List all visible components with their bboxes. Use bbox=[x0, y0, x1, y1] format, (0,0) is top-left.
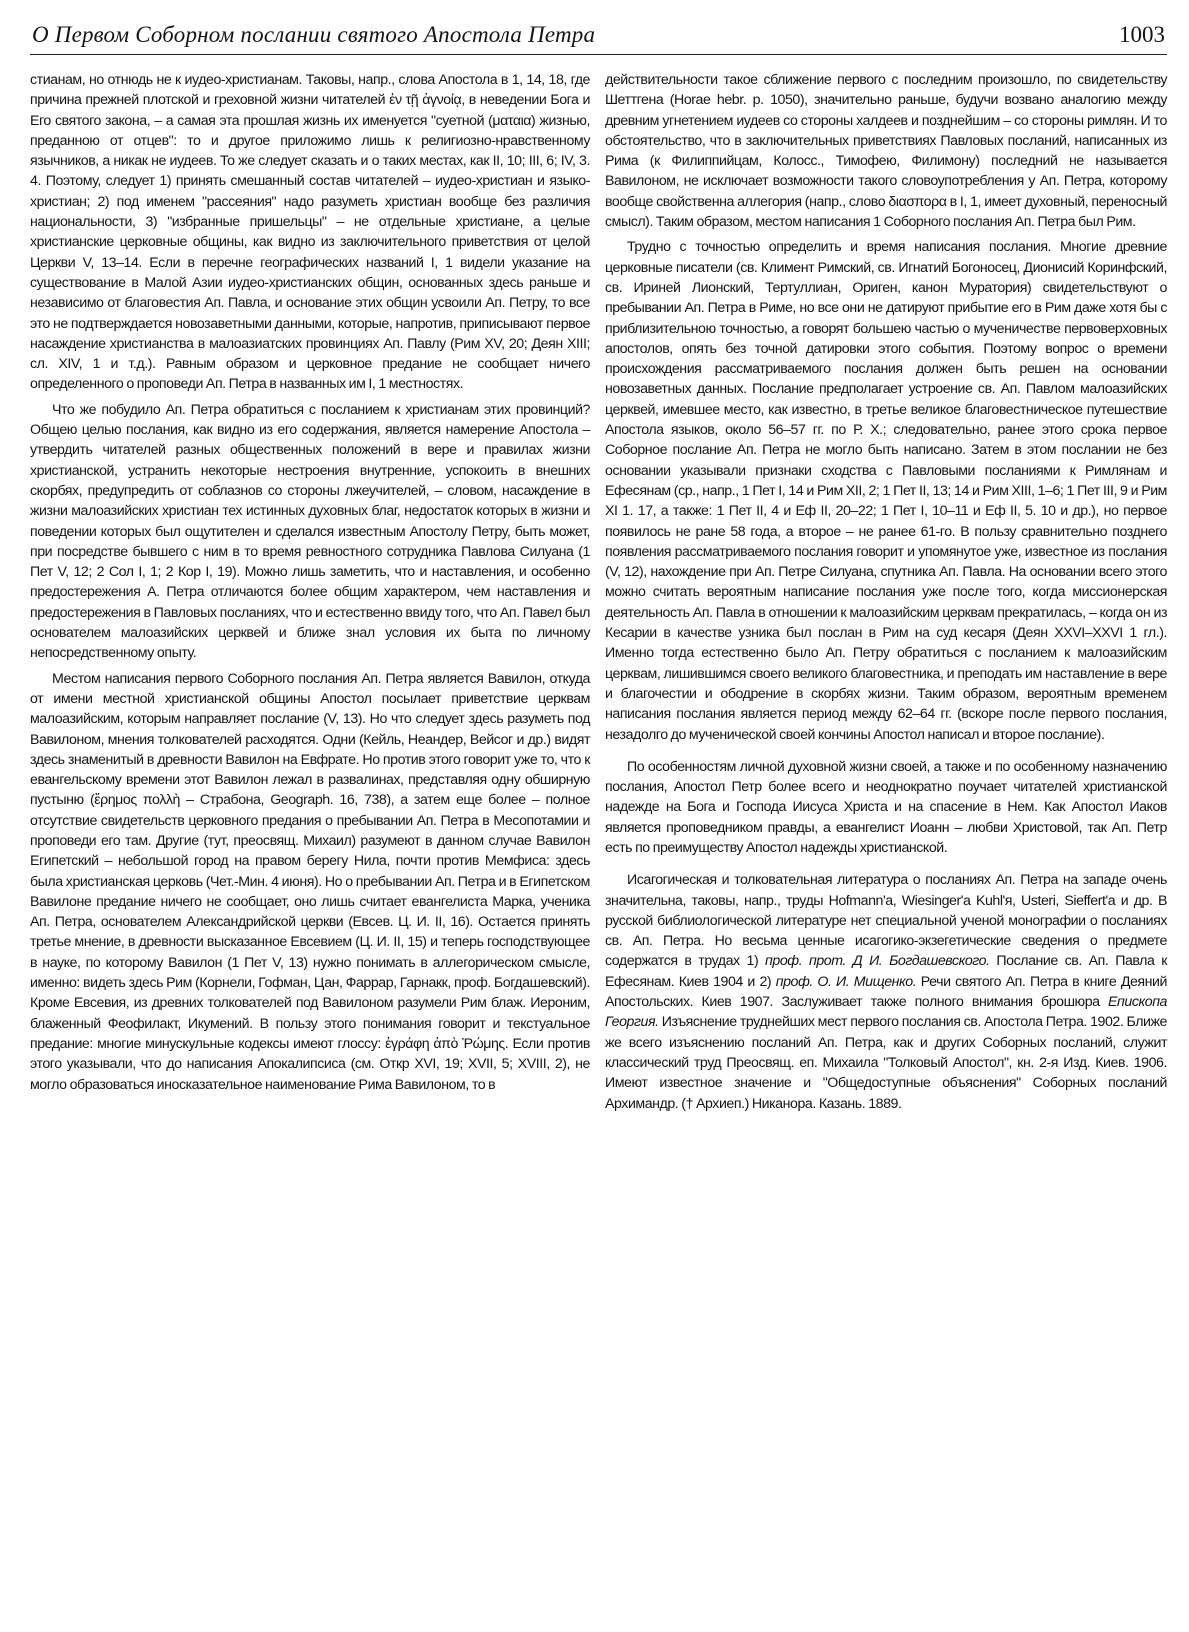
running-header bbox=[30, 22, 1167, 55]
left-paragraph-2: Что же побудило Ап. Петра обратиться с посланием к христианам этих провинций? Общею целью послания, как видно из его содержания, является намерение Апостола – утвердить читателей разных общественных положений в вере и правилах жизни христианской, устранить некоторые нестроения внутренние, успокоить в внешних скорбях, предупредить от соблазнов со стороны лжеучителей, – словом, насаждение в жизни малоазийских христиан тех истинных духовных благ, недостаток которых в жизни и поведении которых был ощутителен и сделался известным Апостолу Петру, быть может, при посредстве бывшего с ним в то время ревностного сотрудника Павлова Силуана (1 Пет V, 12; 2 Сол I, 1; 2 Кор I, 19). Можно лишь заметить, что и наставления, и особенно предостережения А. Петра отличаются более общим характером, чем наставления и предостережения в Павловых посланиях, что и естественно ввиду того, что Ап. Павел был основателем малоазийских церквей и ближе знал условия их быта по личному непосредственному опыту. bbox=[30, 401, 590, 662]
running-title: О Первом Соборном послании святого Апостола Петра bbox=[32, 22, 596, 47]
right-paragraph-1: действительности такое сближение первого с последним произошло, по свидетельству Шеттгена (Horae hebr. p. 1050), значительно раньше, будучи возвано аналогию между древним угнетением иудеев со стороны халдеев и позднейшим – со стороны римлян. И то обстоятельство, что в заключительных приветствиях Павловых посланий, написанных из Рима (к Филиппийцам, Колосс., Тимофею, Филимону) последний не называется Вавилоном, не исключает возможности такого словоупотребления у Ап. Петра, которому вообще свойственна аллегория (напр., слово διασπορα в I, 1, имеет духовный, переносный смысл). Таким образом, местом написания 1 Соборного послания Ап. Петра был Рим. bbox=[605, 72, 1167, 231]
author-georgy: Епископа Георгия. bbox=[605, 994, 1167, 1031]
literature-text-2: Послание св. Ап. Павла к Ефесянам. Киев 1904 и 2) bbox=[605, 953, 1168, 990]
literature-text-1: Исагогическая и толковательная литература о посланиях Ап. Петра на западе очень значительна, таковы, напр., труды Hofmann'а, Wiesinger'а Kuhl'я, Usteri, Sieffert'а и др. В русской библиологической литературе нет специальной ученой монографии о посланиях св. Ап. Петра. Но весьма ценные исагогико-экзегетические сведения о предмете содержатся в трудах 1) bbox=[605, 872, 1167, 970]
left-paragraph-3: Местом написания первого Соборного послания Ап. Петра является Вавилон, откуда от имени местной христианской общины Апостол посылает приветствие церквам малоазийским, которым направляет послание (V, 13). Но что следует здесь разуметь под Вавилоном, мнения толкователей расходятся. Одни (Кейль, Неандер, Вейсог и др.) видят здесь знаменитый в древности Вавилон на Евфрате. Но против этого говорит уже то, что к евангельскому времени этот Вавилон лежал в развалинах, представляя одну обширную пустыню (ἔρημος πολλὴ – Страбона, Geograph. 16, 738), а затем еще более – полное отсутствие свидетельств церковного предания о пребывании Ап. Петра в Месопотамии и проповеди его там. Другие (тут, преосвящ. Михаил) разумеют в данном случае Вавилон Египетский – небольшой город на правом берегу Нила, почти против Мемфиса: здесь была христианская церковь (Чет.-Мин. 4 июня). Но о пребывании Ап. Петра и в Египетском Вавилоне предание ничего не сообщает, оно лишь считает евангелиста Марка, ученика Ап. Петра, основателем Александрийской церкви (Евсев. Ц. И. II, 16). Остается принять третье мнение, в древности высказанное Евсевием (Ц. И. II, 15) и теперь господствующее в науке, по которому Вавилон (1 Пет V, 13) нужно понимать в аллегорическом смысле, именно: видеть здесь Рим (Корнели, Гофман, Цан, Фаррар, Гарнакк, проф. Богдашевский). Кроме Евсевия, из древних толкователей под Вавилоном разумели Рим блаж. Иероним, блаженный Феофилакт, Икумений. В пользу этого понимания говорит и текстуальное предание: многие минускульные кодексы имеют глоссу: ἐγράφη ἀπὸ Ῥώμης. Если против этого указывали, что до написания Апокалипсиса (см. Откр XVI, 19; XVII, 5; XVIII, 2), не могло образоваться иносказательное наименование Рима Вавилоном, то в bbox=[30, 670, 590, 1093]
right-paragraph-2: Трудно с точностью определить и время написания послания. Многие древние церковные писатели (св. Климент Римский, св. Игнатий Богоносец, Дионисий Коринфский, св. Ириней Лионский, Тертуллиан, Ориген, канон Муратория) свидетельствуют о пребывании Ап. Петра в Риме, но все они не датируют прибытие его в Рим даже хотя бы с приблизительною точностью, а говорят большею частью о мученичестве первоверховных апостолов, опять без точной датировки этого события. Поэтому вопрос о времени происхождения рассматриваемого послания должен быть решен на основании новозаветных данных. Послание предполагает устроение св. Ап. Павлом малоазийских церквей, имевшее место, как известно, в третье великое благовестническое путешествие Апостола языков, около 56–57 гг. по Р. Х.; следовательно, ранее этого срока первое Соборное послание Ап. Петра не могло быть написано. Затем в этом послании не без основании указывали признаки сходства с Павловыми посланиями к Римлянам и Ефесянам (ср., напр., 1 Пет I, 14 и Рим XII, 2; 1 Пет II, 13; 14 и Рим XIII, 1–6; 1 Пет III, 9 и Рим XI 1. 17, а также: 1 Пет II, 4 и Еф II, 20–22; 1 Пет I, 10–11 и Еф II, 5. 10 и др.), но первое появилось не ране 58 года, а второе – не ранее 61-го. В пользу сравнительно позднего появления рассматриваемого послания говорит и упомянутое уже, известное из послания (V, 12), нахождение при Ап. Петре Силуана, спутника Ап. Павла. На основании всего этого можно считать вероятным написание послания уже после того, когда миссионерская деятельность Ап. Павла в отношении к малоазийским церквам прекратилась, – когда он из Кесарии в качестве узника был послан в Рим на суд кесаря (Деян XXVI–XXVI 1 гл.). Именно тогда естественно было Ап. Петру обратиться с посланием к малоазийским церквам, лишившимся своего великого благовестника, и преподать им наставление в вере и благочестии и ободрение в скорбях жизни. Таким образом, вероятным временем написания послания является период между 62–64 гг. (вскоре после первого послания, незадолго до мученической своей кончины Апостол написал и второе послание). bbox=[605, 239, 1167, 743]
left-column bbox=[30, 70, 590, 1095]
page-number: 1003 bbox=[1119, 22, 1165, 47]
left-paragraph-1: стианам, но отнюдь не к иудео-христианам. Таковы, напр., слова Апостола в 1, 14, 18, где причина прежней плотской и греховной жизни читателей ἐν τῇ ἀγνοίᾳ, в неведении Бога и Его святого закона, – а самая эта прошлая жизнь их именуется "суетной (ματαια) жизнью, преданною от отцев": то и другое приложимо лишь к религиозно-нравственному язычников, а никак не иудеев. То же следует сказать и о таких местах, как II, 10; III, 6; IV, 3. 4. Поэтому, следует 1) принять смешанный состав читателей – иудео-христиан и языко-христиан; 2) под именем "рассеяния" надо разуметь христиан вообще без различия национальности, 3) "избранные пришельцы" – не отдельные христиане, а целые христианские церковные общины, как видно из заключительного приветствия от целой Церкви V, 13–14. Если в перечне географических названий I, 1 видели указание на существование в Малой Азии иудео-христианских общин, основанных здесь раньше и независимо от благовестия Ап. Павла, и основание этих общин усвоили Ап. Петру, то все это не подтверждается новозаветными данными, которые, напротив, приписывают первое насаждение христианства в малоазиатских провинциях Ап. Павлу (Рим XV, 20; Деян XIII; сл. XIV, 1 и т.д.). Равным образом и церковное предание не сообщает ничего определенного о проповеди Ап. Петра в названных им I, 1 местностях. bbox=[30, 72, 590, 393]
right-column bbox=[605, 70, 1167, 1114]
literature-text-4: Изъяснение труднейших мест первого послания св. Апостола Петра. 1902. Ближе же всего изъяснению посланий Ап. Петра, как и других Соборных посланий, служит классический труд Преосвящ. еп. Михаила "Толковый Апостол", кн. 2-я Изд. Киев. 1906. Имеют известное значение и "Общедоступные объяснения" Соборных посланий Архимандр. († Архиеп.) Никанора. Казань. 1889. bbox=[605, 1014, 1167, 1112]
author-mishchenko: проф. О. И. Мищенко. bbox=[775, 973, 917, 990]
author-bogdashevsky: проф. прот. Д И. Богдашевского. bbox=[765, 953, 990, 970]
right-paragraph-3: По особенностям личной духовной жизни своей, а также и по особенному назначению послания, Апостол Петр более всего и неоднократно поучает читателей христианской надежде на Бога и Господа Иисуса Христа и на спасение в Нем. Как Апостол Иаков является проповедником правды, а евангелист Иоанн – любви Христовой, так Ап. Петр есть по преимуществу Апостол надежды христианской. bbox=[605, 758, 1167, 856]
literature-text-3: Речи святого Ап. Петра в книге Деяний Апостольских. Киев 1907. Заслуживает также полного внимания брошюра bbox=[605, 973, 1168, 1011]
literature-paragraph bbox=[605, 870, 1167, 1114]
